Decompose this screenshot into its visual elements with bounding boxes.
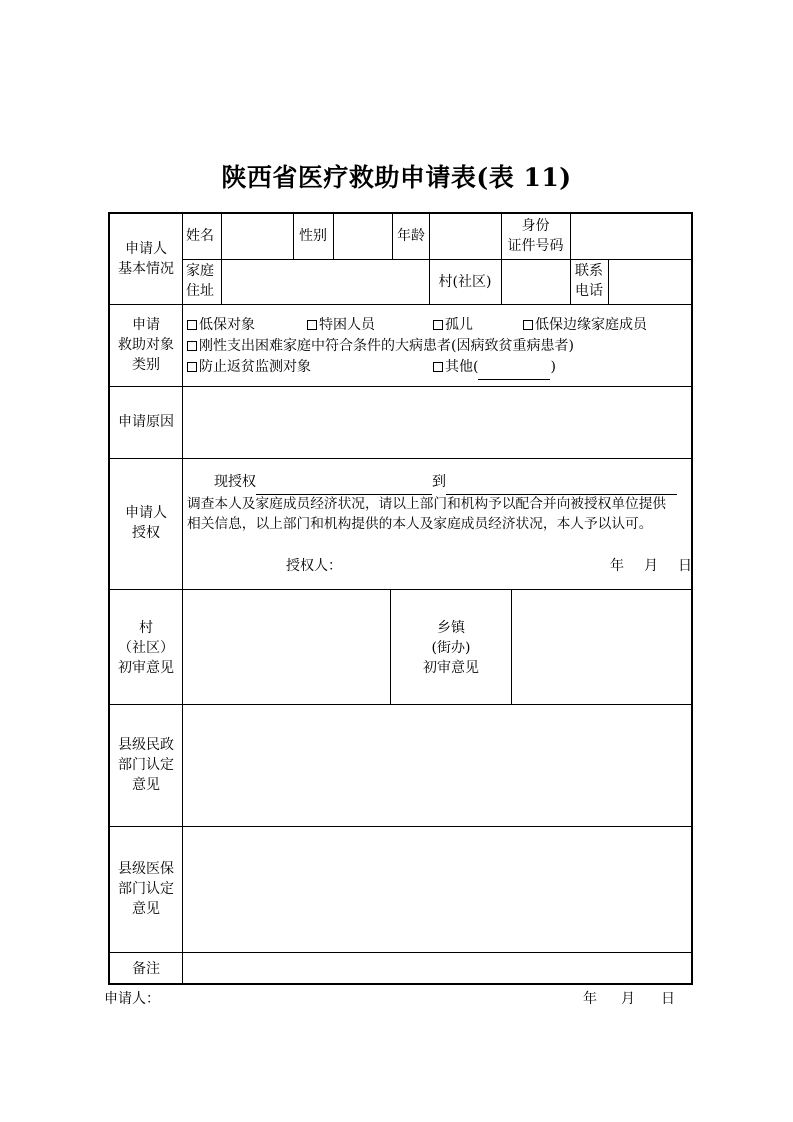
option-label: 特困人员 [319,317,375,333]
village-field[interactable] [502,260,570,304]
authorization-label-line: 授权 [132,525,160,541]
application-form-table [108,212,693,985]
category-label-line: 救助对象 [118,337,174,353]
age-label: 年龄 [397,228,425,244]
option-label: 刚性支出困难家庭中符合条件的大病患者(因病致贫重病患者) [199,338,574,354]
village-review-label-line: 村 [139,620,153,636]
category-label-line: 申请 [132,317,160,333]
footer-day-label: 日 [661,991,675,1007]
town-review-label-line: 初审意见 [423,660,479,676]
row-divider [110,458,693,459]
auth-month-label: 月 [644,558,658,574]
village-review-label-line: （社区） [118,640,174,656]
signer-label: 授权人： [286,558,342,574]
medical-insurance-label-line: 部门认定 [118,881,174,897]
authorized-party-input[interactable] [256,474,432,495]
authorization-line-1 [214,472,677,495]
authorized-unit-input[interactable] [446,474,677,495]
reason-field[interactable] [183,387,693,458]
medical-insurance-field[interactable] [183,827,693,952]
village-review-field[interactable] [183,590,390,704]
phone-field[interactable] [609,260,693,304]
checkbox[interactable] [187,362,197,372]
checkbox[interactable] [307,320,317,330]
id-number-label-line: 证件号码 [507,238,564,254]
option-low-income-edge[interactable] [523,315,647,335]
option-serious-illness[interactable] [187,336,574,356]
option-label: 防止返贫监测对象 [199,359,311,375]
other-input[interactable] [478,359,550,380]
authorization-prefix: 现授权 [214,474,256,490]
id-number-label-line: 身份 [521,218,550,234]
applicant-label: 申请人： [104,991,160,1007]
authorization-label-line: 申请人 [125,505,167,521]
option-label: 低保对象 [199,317,255,333]
address-label-line: 住址 [186,283,214,299]
civil-affairs-label-line: 部门认定 [118,757,174,773]
row-divider [110,304,693,305]
form-title: 陕西省医疗救助申请表(表 11) [221,163,572,192]
auth-day-label: 日 [678,558,692,574]
name-field[interactable] [222,214,293,259]
option-poverty-monitoring[interactable] [187,357,311,377]
remarks-field[interactable] [183,953,693,985]
option-other[interactable] [433,357,556,380]
category-label-line: 类别 [132,357,160,373]
address-label-line: 家庭 [186,263,214,279]
option-label: 孤儿 [445,317,473,333]
footer-month-label: 月 [621,991,635,1007]
civil-affairs-label [110,735,182,795]
basic-info-label-line: 申请人 [125,241,167,257]
town-review-label [391,618,511,678]
name-label: 姓名 [186,228,214,244]
village-review-label [110,618,182,678]
civil-affairs-label-line: 县级民政 [118,737,174,753]
column-divider [293,214,294,259]
checkbox[interactable] [187,341,197,351]
town-review-label-line: 乡镇 [437,620,465,636]
option-label: ) [550,359,556,375]
village-review-label-line: 初审意见 [118,660,174,676]
village-label: 村(社区) [438,274,492,290]
town-review-field[interactable] [512,590,693,704]
phone-label [570,261,608,301]
option-label: 其他( [445,359,479,375]
address-label [186,261,214,301]
footer-year-label: 年 [583,991,597,1007]
checkbox[interactable] [523,320,533,330]
age-field[interactable] [430,214,501,259]
medical-insurance-label [110,859,182,919]
civil-affairs-label-line: 意见 [132,777,160,793]
category-label [110,315,182,375]
option-label: 低保边缘家庭成员 [535,317,647,333]
id-number-label [501,216,570,256]
column-divider [392,214,393,259]
address-field[interactable] [222,260,429,304]
gender-label: 性别 [299,228,327,244]
civil-affairs-field[interactable] [183,705,693,826]
option-orphan[interactable] [433,315,473,335]
option-low-income[interactable] [187,315,255,335]
authorization-text-2: 调查本人及家庭成员经济状况，请以上部门和机构予以配合并向被授权单位提供 [187,496,667,512]
authorization-mid: 到 [432,474,446,490]
gender-field[interactable] [334,214,392,259]
authorization-label [110,503,182,543]
checkbox[interactable] [433,320,443,330]
phone-label-line: 联系 [575,263,603,279]
medical-insurance-label-line: 县级医保 [118,861,174,877]
phone-label-line: 电话 [575,283,603,299]
reason-label: 申请原因 [118,414,174,430]
checkbox[interactable] [433,362,443,372]
town-review-label-line: (街办) [431,640,471,656]
remarks-label: 备注 [132,961,160,977]
checkbox[interactable] [187,320,197,330]
option-destitute[interactable] [307,315,375,335]
basic-info-label [110,239,182,279]
authorization-text-3: 相关信息，以上部门和机构提供的本人及家庭成员经济状况，本人予以认可。 [187,516,653,532]
basic-info-label-line: 基本情况 [118,261,174,277]
auth-year-label: 年 [610,558,624,574]
id-number-field[interactable] [571,214,693,259]
medical-insurance-label-line: 意见 [132,901,160,917]
